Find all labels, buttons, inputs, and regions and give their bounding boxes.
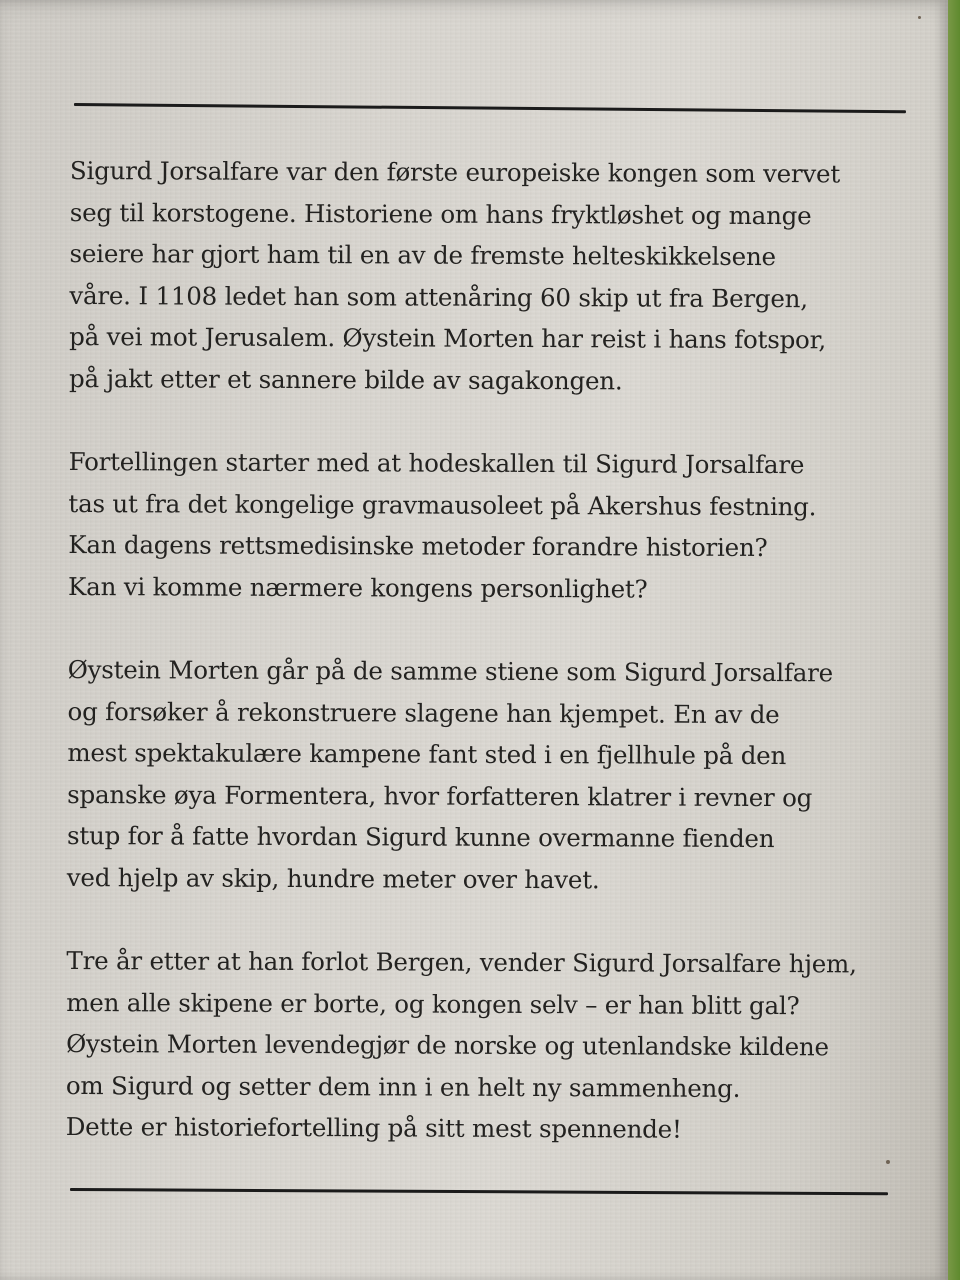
text-line: våre. I 1108 ledet han som attenåring 60 skip ut fra Bergen,: [69, 280, 808, 313]
text-line: Kan dagens rettsmedisinske metoder forandre historien?: [68, 529, 768, 563]
text-line: på jakt etter et sannere bilde av sagakongen.: [68, 363, 623, 395]
text-line: spanske øya Formentera, hvor forfatteren klatrer i revner og: [67, 779, 813, 812]
text-line: og forsøker å rekonstruere slagene han kjempet. En av de: [67, 696, 780, 729]
top-divider-rule: [74, 103, 906, 113]
text-line: tas ut fra det kongelige gravmausoleet på Akershus festning.: [68, 488, 817, 521]
blurb-paragraph-2: [68, 441, 921, 611]
blurb-text: [65, 150, 922, 1193]
blurb-paragraph-4: [66, 940, 919, 1151]
text-line: seiere har gjort ham til en av de fremste helteskikkelsene: [69, 238, 776, 272]
text-line: Fortellingen starter med at hodeskallen til Sigurd Jorsalfare: [68, 446, 805, 480]
blurb-paragraph-3: [67, 649, 920, 902]
text-line: Øystein Morten levendegjør de norske og utenlandske kildene: [66, 1028, 829, 1062]
text-line: Dette er historiefortelling på sitt mest spennende!: [65, 1111, 682, 1144]
text-line: om Sigurd og setter dem inn i en helt ny sammenheng.: [65, 1070, 741, 1103]
text-line: Øystein Morten går på de samme stiene som Sigurd Jorsalfare: [67, 654, 834, 688]
paper-speck: [918, 16, 921, 19]
text-line: Tre år etter at han forlot Bergen, vender Sigurd Jorsalfare hjem,: [66, 945, 857, 979]
text-line: stup for å fatte hvordan Sigurd kunne overmanne fienden: [66, 820, 775, 854]
text-line: mest spektakulære kampene fant sted i en fjellhule på den: [67, 737, 787, 771]
text-line: seg til korstogene. Historiene om hans fryktløshet og mange: [69, 197, 812, 230]
text-line: ved hjelp av skip, hundre meter over havet.: [66, 862, 600, 894]
text-line: men alle skipene er borte, og kongen selv – er han blitt gal?: [66, 987, 800, 1020]
text-line: på vei mot Jerusalem. Øystein Morten har reist i hans fotspor,: [69, 321, 827, 355]
text-line: Sigurd Jorsalfare var den første europeiske kongen som vervet: [69, 155, 841, 189]
paper-speck: [886, 1160, 890, 1164]
text-line: Kan vi komme nærmere kongens personlighet?: [68, 571, 648, 604]
blurb-paragraph-1: [69, 150, 922, 403]
